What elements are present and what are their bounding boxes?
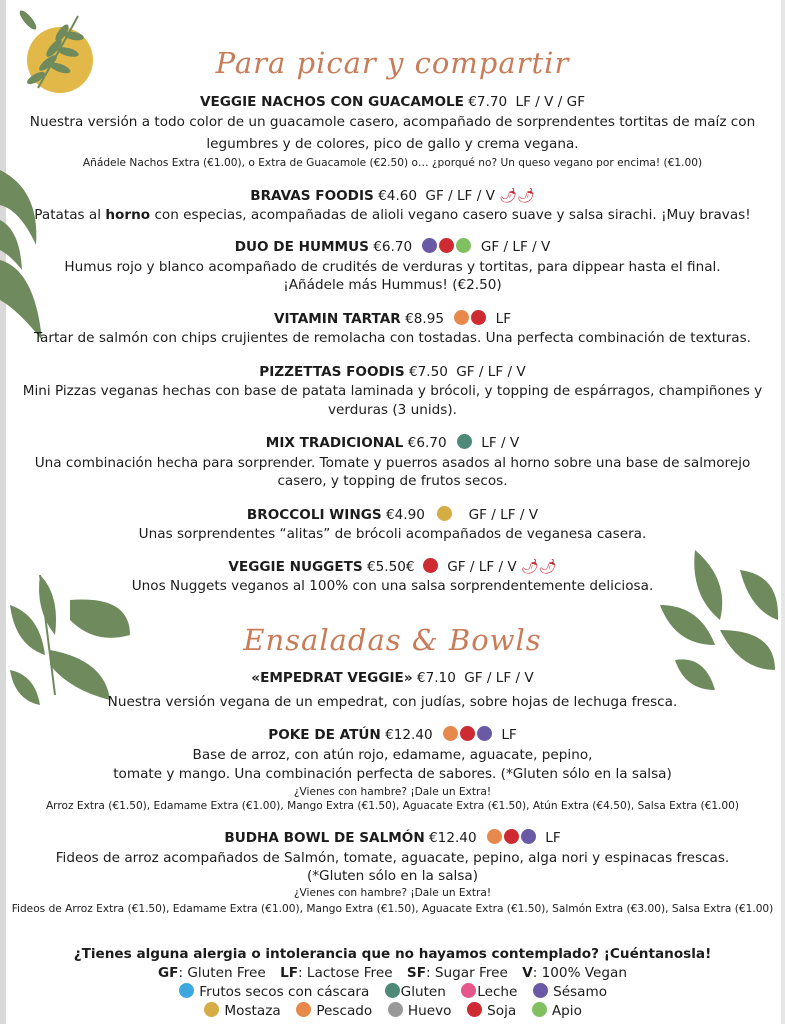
item-description: ¡Añádele más Hummus! (€2.50)	[283, 277, 502, 293]
section-title-para-picar: Para picar y compartir	[215, 46, 570, 80]
diet-code-legend	[0, 964, 785, 982]
allergen-sesamo-dot	[533, 983, 548, 998]
item-name: VEGGIE NUGGETS	[228, 559, 363, 575]
item-tags: LF	[545, 830, 561, 846]
code: LF	[280, 965, 299, 981]
item-tags: GF / LF / V	[456, 364, 526, 380]
item-tags: GF / LF / V	[468, 507, 539, 523]
allergen-pescado-dot	[454, 310, 469, 325]
code: GF	[157, 965, 179, 981]
allergen-apio-dot	[532, 1002, 547, 1017]
item-tags: LF / V / GF	[515, 94, 586, 110]
allergen-label: Leche	[477, 984, 518, 1000]
item-description	[0, 206, 785, 224]
allergen-label: Sésamo	[553, 984, 608, 1000]
allergen-soja-dot	[439, 238, 454, 253]
item-price: €5.50€	[362, 559, 415, 575]
item-mix-tradicional-title	[0, 434, 785, 452]
item-price: €6.70	[368, 239, 413, 255]
item-price: €12.40	[424, 830, 477, 846]
item-bravas-title	[0, 187, 785, 205]
item-price: €4.60	[373, 188, 418, 204]
allergen-label: Pescado	[316, 1003, 373, 1019]
item-name: PIZZETTAS FOODIS	[259, 364, 405, 380]
code-label: : Lactose Free	[298, 965, 393, 981]
item-tags: LF / V	[481, 435, 520, 451]
item-vitamin-tartar-title	[0, 310, 785, 328]
item-price: €7.10	[412, 670, 456, 686]
allergen-soja-dot	[471, 310, 486, 325]
allergen-pescado-dot	[487, 829, 502, 844]
item-extra-title: ¿Vienes con hambre? ¡Dale un Extra!	[293, 786, 492, 798]
item-tags: GF / LF / V	[464, 670, 534, 686]
item-description: Nuestra versión a todo color de un guacamole casero, acompañado de sorprendentes tortitas de maíz con	[29, 114, 756, 130]
item-extra-title: ¿Vienes con hambre? ¡Dale un Extra!	[293, 887, 492, 899]
item-description: Fideos de arroz acompañados de Salmón, tomate, aguacate, pepino, alga nori y espinacas frescas.	[55, 850, 730, 866]
item-name: VITAMIN TARTAR	[273, 311, 401, 327]
item-price: €12.40	[380, 727, 433, 743]
code-label: : 100% Vegan	[532, 965, 627, 981]
item-tags: GF / LF / V	[447, 559, 517, 575]
item-extra: Añádele Nachos Extra (€1.00), o Extra de Guacamole (€2.50) o… ¿porqué no? Un queso vegano por encima! (€1.00)	[82, 157, 703, 169]
item-tags: GF / LF / V	[425, 188, 495, 204]
item-name: DUO DE HUMMUS	[234, 239, 369, 255]
item-broccoli-wings-title	[0, 506, 785, 524]
item-description: Tartar de salmón con chips crujientes de remolacha con tostadas. Una perfecta combinación de texturas.	[33, 330, 752, 346]
allergen-label: Huevo	[407, 1003, 452, 1019]
legend-gf	[158, 965, 266, 981]
allergen-gluten-dot	[385, 983, 400, 998]
item-duo-hummus-title	[0, 238, 785, 256]
item-price: €4.90	[381, 507, 425, 523]
item-veggie-nachos-title	[0, 93, 785, 111]
item-extra: Fideos de Arroz Extra (€1.50), Edamame Extra (€1.00), Mango Extra (€1.50), Aguacate Extra (€1.50), Salmón Extra (€3.00), Salsa Extra (€1.00)	[11, 903, 774, 915]
chili-pepper-icon: 🌶🌶	[499, 188, 535, 204]
allergen-huevo-dot	[388, 1002, 403, 1017]
allergen-apio-dot	[456, 238, 471, 253]
item-tags: LF	[501, 727, 517, 743]
allergen-label: Frutos secos con cáscara	[199, 984, 370, 1000]
item-price: €7.70	[463, 94, 508, 110]
allergen-pescado-dot	[443, 726, 458, 741]
allergen-legend-row-2	[0, 1002, 785, 1020]
item-description: (*Gluten sólo en la salsa)	[306, 868, 479, 884]
code: V	[522, 965, 533, 981]
item-name: VEGGIE NACHOS CON GUACAMOLE	[199, 94, 464, 110]
allergen-frutos-secos-dot	[179, 983, 194, 998]
item-price: €7.50	[404, 364, 448, 380]
allergen-soja-dot	[504, 829, 519, 844]
item-description: Unas sorprendentes “alitas” de brócoli acompañados de veganesa casera.	[138, 526, 647, 542]
item-name: «EMPEDRAT VEGGIE»	[251, 670, 413, 686]
item-budha-bowl-title	[0, 829, 785, 847]
legend-sf	[407, 965, 508, 981]
item-name: MIX TRADICIONAL	[265, 435, 404, 451]
allergy-question: ¿Tienes alguna alergia o intolerancia que no hayamos contemplado? ¡Cuéntanosla!	[73, 946, 712, 962]
item-name: BUDHA BOWL DE SALMÓN	[224, 830, 425, 846]
item-description: Unos Nuggets veganos al 100% con una salsa sorprendentemente deliciosa.	[131, 578, 654, 594]
allergen-gluten-dot	[457, 434, 472, 449]
legend-lf	[280, 965, 393, 981]
item-description: verduras (3 unids).	[328, 402, 457, 418]
legend-v	[522, 965, 627, 981]
item-name: BROCCOLI WINGS	[246, 507, 382, 523]
item-description: Humus rojo y blanco acompañado de crudités de verduras y tortitas, para dippear hasta el final.	[64, 259, 721, 275]
item-name: POKE DE ATÚN	[268, 727, 381, 743]
allergen-pescado-dot	[296, 1002, 311, 1017]
item-tags: GF / LF / V	[480, 239, 551, 255]
allergen-soja-dot	[460, 726, 475, 741]
item-tags: LF	[495, 311, 512, 327]
item-description: Mini Pizzas veganas hechas con base de patata laminada y brócoli, y topping de espárragos, champiñones y	[22, 383, 763, 399]
item-price: €6.70	[403, 435, 447, 451]
allergen-mostaza-dot	[437, 506, 452, 521]
item-description: Base de arroz, con atún rojo, edamame, aguacate, pepino,	[192, 747, 593, 763]
desc-text: Patatas al	[34, 207, 106, 223]
allergen-soja-dot	[423, 558, 438, 573]
item-description: Nuestra versión vegana de un empedrat, con judías, sobre hojas de lechuga fresca.	[107, 694, 678, 710]
allergen-leche-dot	[461, 983, 476, 998]
allergen-label: Mostaza	[224, 1003, 281, 1019]
code: SF	[406, 965, 426, 981]
code-label: : Gluten Free	[178, 965, 266, 981]
item-veggie-nuggets-title	[0, 558, 785, 576]
desc-bold: horno	[105, 207, 151, 223]
item-price: €8.95	[400, 311, 444, 327]
item-empedrat-title	[0, 669, 785, 687]
desc-text: con especias, acompañadas de alioli vegano casero suave y salsa sirachi. ¡Muy bravas!	[150, 207, 751, 223]
allergen-legend-row-1	[0, 983, 785, 1001]
item-extra: Arroz Extra (€1.50), Edamame Extra (€1.00), Mango Extra (€1.50), Aguacate Extra (€1.50), Atún Extra (€4.50), Salsa Extra (€1.00)	[45, 800, 740, 812]
allergen-sesamo-dot	[521, 829, 536, 844]
allergen-soja-dot	[467, 1002, 482, 1017]
section-title-ensaladas-bowls: Ensaladas & Bowls	[243, 623, 542, 657]
chili-pepper-icon: 🌶🌶	[521, 559, 557, 575]
item-description: legumbres y de colores, pico de gallo y crema vegana.	[206, 136, 579, 152]
item-pizzettas-title	[0, 363, 785, 381]
item-poke-atun-title	[0, 726, 785, 744]
allergen-mostaza-dot	[204, 1002, 219, 1017]
allergen-sesamo-dot	[422, 238, 437, 253]
item-name: BRAVAS FOODIS	[250, 188, 374, 204]
allergen-label: Gluten	[400, 984, 446, 1000]
item-description: tomate y mango. Una combinación perfecta de sabores. (*Gluten sólo en la salsa)	[113, 766, 672, 782]
allergen-label: Soja	[487, 1003, 517, 1019]
allergen-label: Apio	[551, 1003, 582, 1019]
item-description: casero, y topping de frutos secos.	[277, 473, 508, 489]
allergen-sesamo-dot	[477, 726, 492, 741]
item-description: Una combinación hecha para sorprender. Tomate y puerros asados al horno sobre una base de salmorejo	[34, 455, 751, 471]
code-label: : Sugar Free	[425, 965, 508, 981]
